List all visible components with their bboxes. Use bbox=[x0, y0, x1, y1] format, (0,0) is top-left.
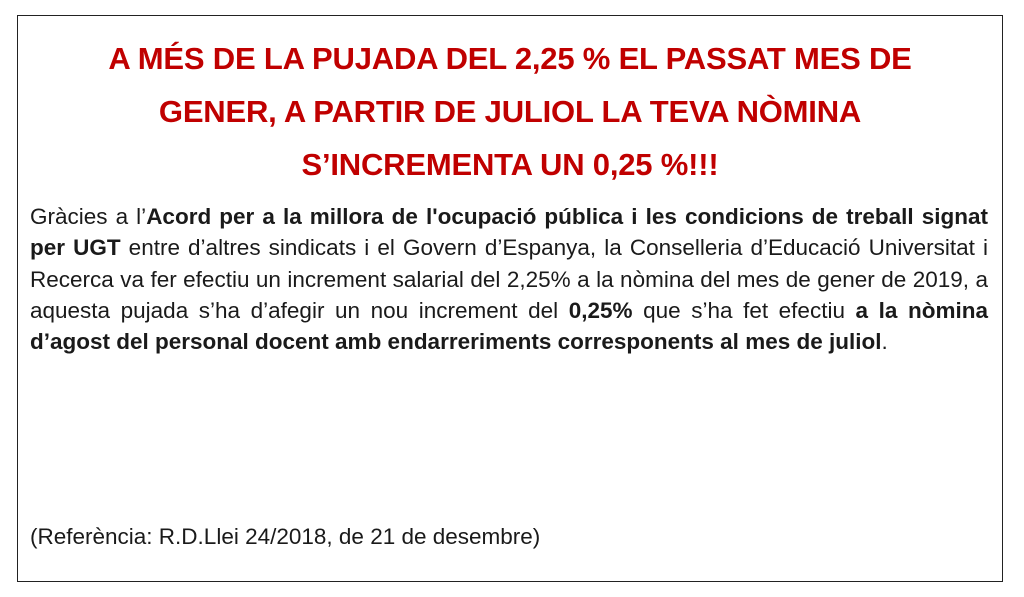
headline-line-2: GENER, A PARTIR DE JULIOL LA TEVA NÒMINA bbox=[158, 94, 862, 129]
body-end: . bbox=[881, 329, 888, 355]
headline bbox=[48, 32, 972, 191]
body-middle: entre d’altres sindicats i el Govern d’Espanya, la Conselleria d’Educació Universitat i Recerca va fer efectiu un increment salarial del 2,25% a la nòmina del mes de gener de 2019, a aquesta pujada s’ha d’afegir un nou increment del bbox=[30, 235, 988, 323]
reference-note: (Referència: R.D.Llei 24/2018, de 21 de desembre) bbox=[30, 524, 541, 549]
body-paragraph bbox=[30, 201, 988, 357]
body-intro: Gràcies a l’ bbox=[30, 204, 147, 229]
headline-line-3: S’INCREMENTA UN 0,25 %!!! bbox=[301, 147, 719, 182]
body-connector: que s’ha fet efectiu bbox=[632, 297, 856, 323]
payroll-detail: a la nòmina d’agost del personal docent amb endarreriments corresponents al mes de juliol bbox=[30, 297, 988, 355]
increment-percent: 0,25% bbox=[568, 297, 633, 323]
headline-line-1: A MÉS DE LA PUJADA DEL 2,25 % EL PASSAT MES DE bbox=[108, 41, 912, 76]
notice-box bbox=[17, 15, 1003, 582]
agreement-name: Acord per a la millora de l'ocupació pública i les condicions de treball signat per UGT bbox=[30, 204, 988, 261]
